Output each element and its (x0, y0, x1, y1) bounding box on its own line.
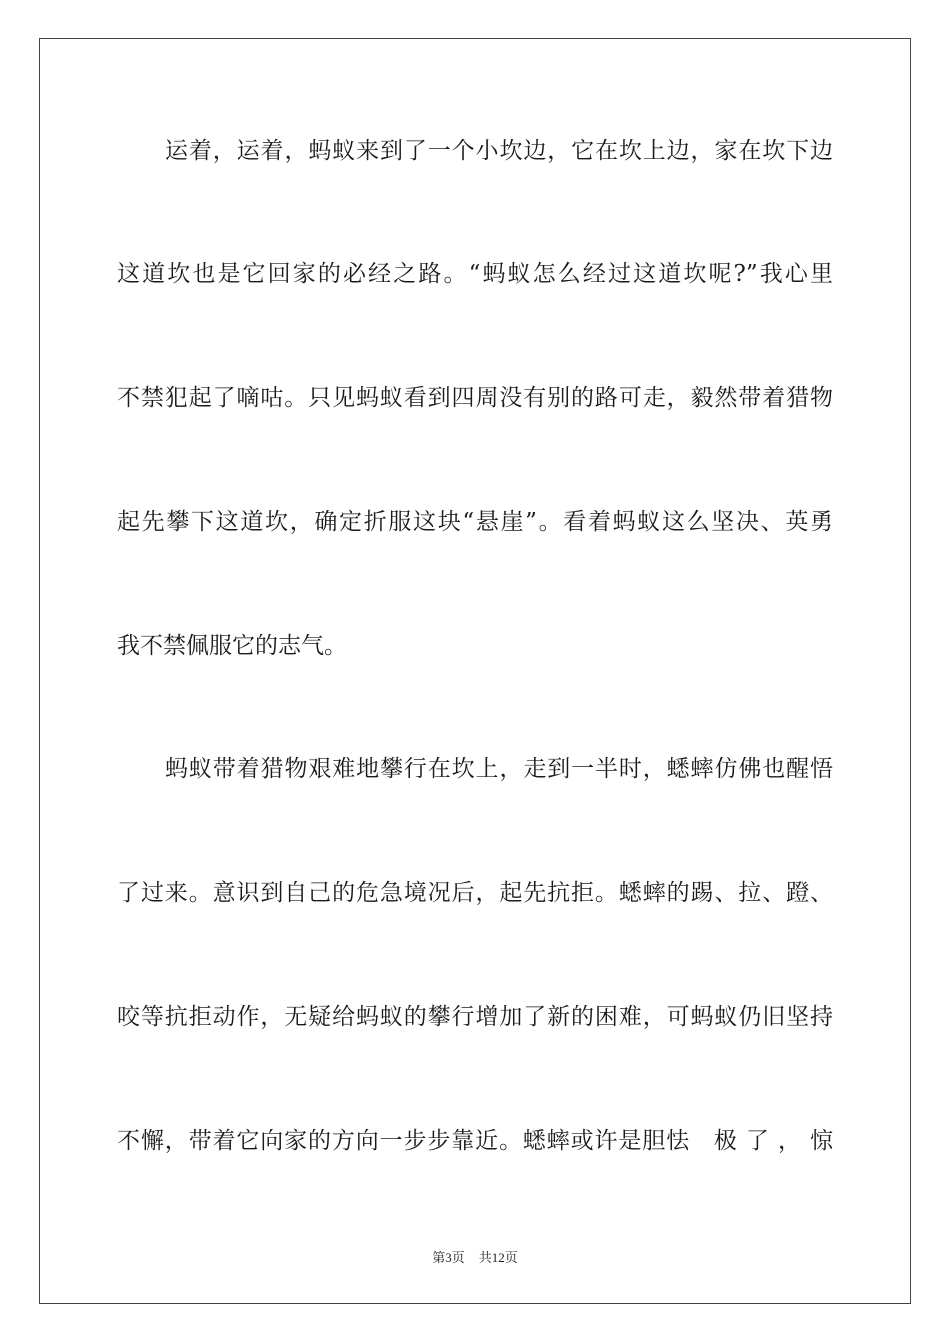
page-total: 共12页 (478, 1250, 518, 1265)
text-line: 这道坎也是它回家的必经之路。“蚂蚁怎么经过这道坎呢?”我心里 (117, 261, 833, 287)
text-line: 不禁犯起了嘀咕。只见蚂蚁看到四周没有别的路可走，毅然带着猎物 (117, 385, 833, 411)
text-line: 运着，运着，蚂蚁来到了一个小坎边，它在坎上边，家在坎下边 (165, 138, 833, 164)
page-footer (0, 1247, 950, 1266)
text-line: 了过来。意识到自己的危急境况后，起先抗拒。蟋蟀的踢、拉、蹬、 (117, 880, 833, 906)
page-number: 第3页 (432, 1250, 465, 1265)
text-line: 咬等抗拒动作，无疑给蚂蚁的攀行增加了新的困难，可蚂蚁仍旧坚持 (117, 1004, 833, 1030)
text-line: 起先攀下这道坎，确定折服这块“悬崖”。看着蚂蚁这么坚决、英勇 (117, 509, 833, 535)
page-border (39, 38, 911, 1304)
text-line: 蚂蚁带着猎物艰难地攀行在坎上，走到一半时，蟋蟀仿佛也醒悟 (165, 756, 833, 782)
text-line: 不懈，带着它向家的方向一步步靠近。蟋蟀或许是胆怯 极 了 ， 惊 (117, 1128, 833, 1154)
text-line: 我不禁佩服它的志气。 (117, 633, 347, 659)
